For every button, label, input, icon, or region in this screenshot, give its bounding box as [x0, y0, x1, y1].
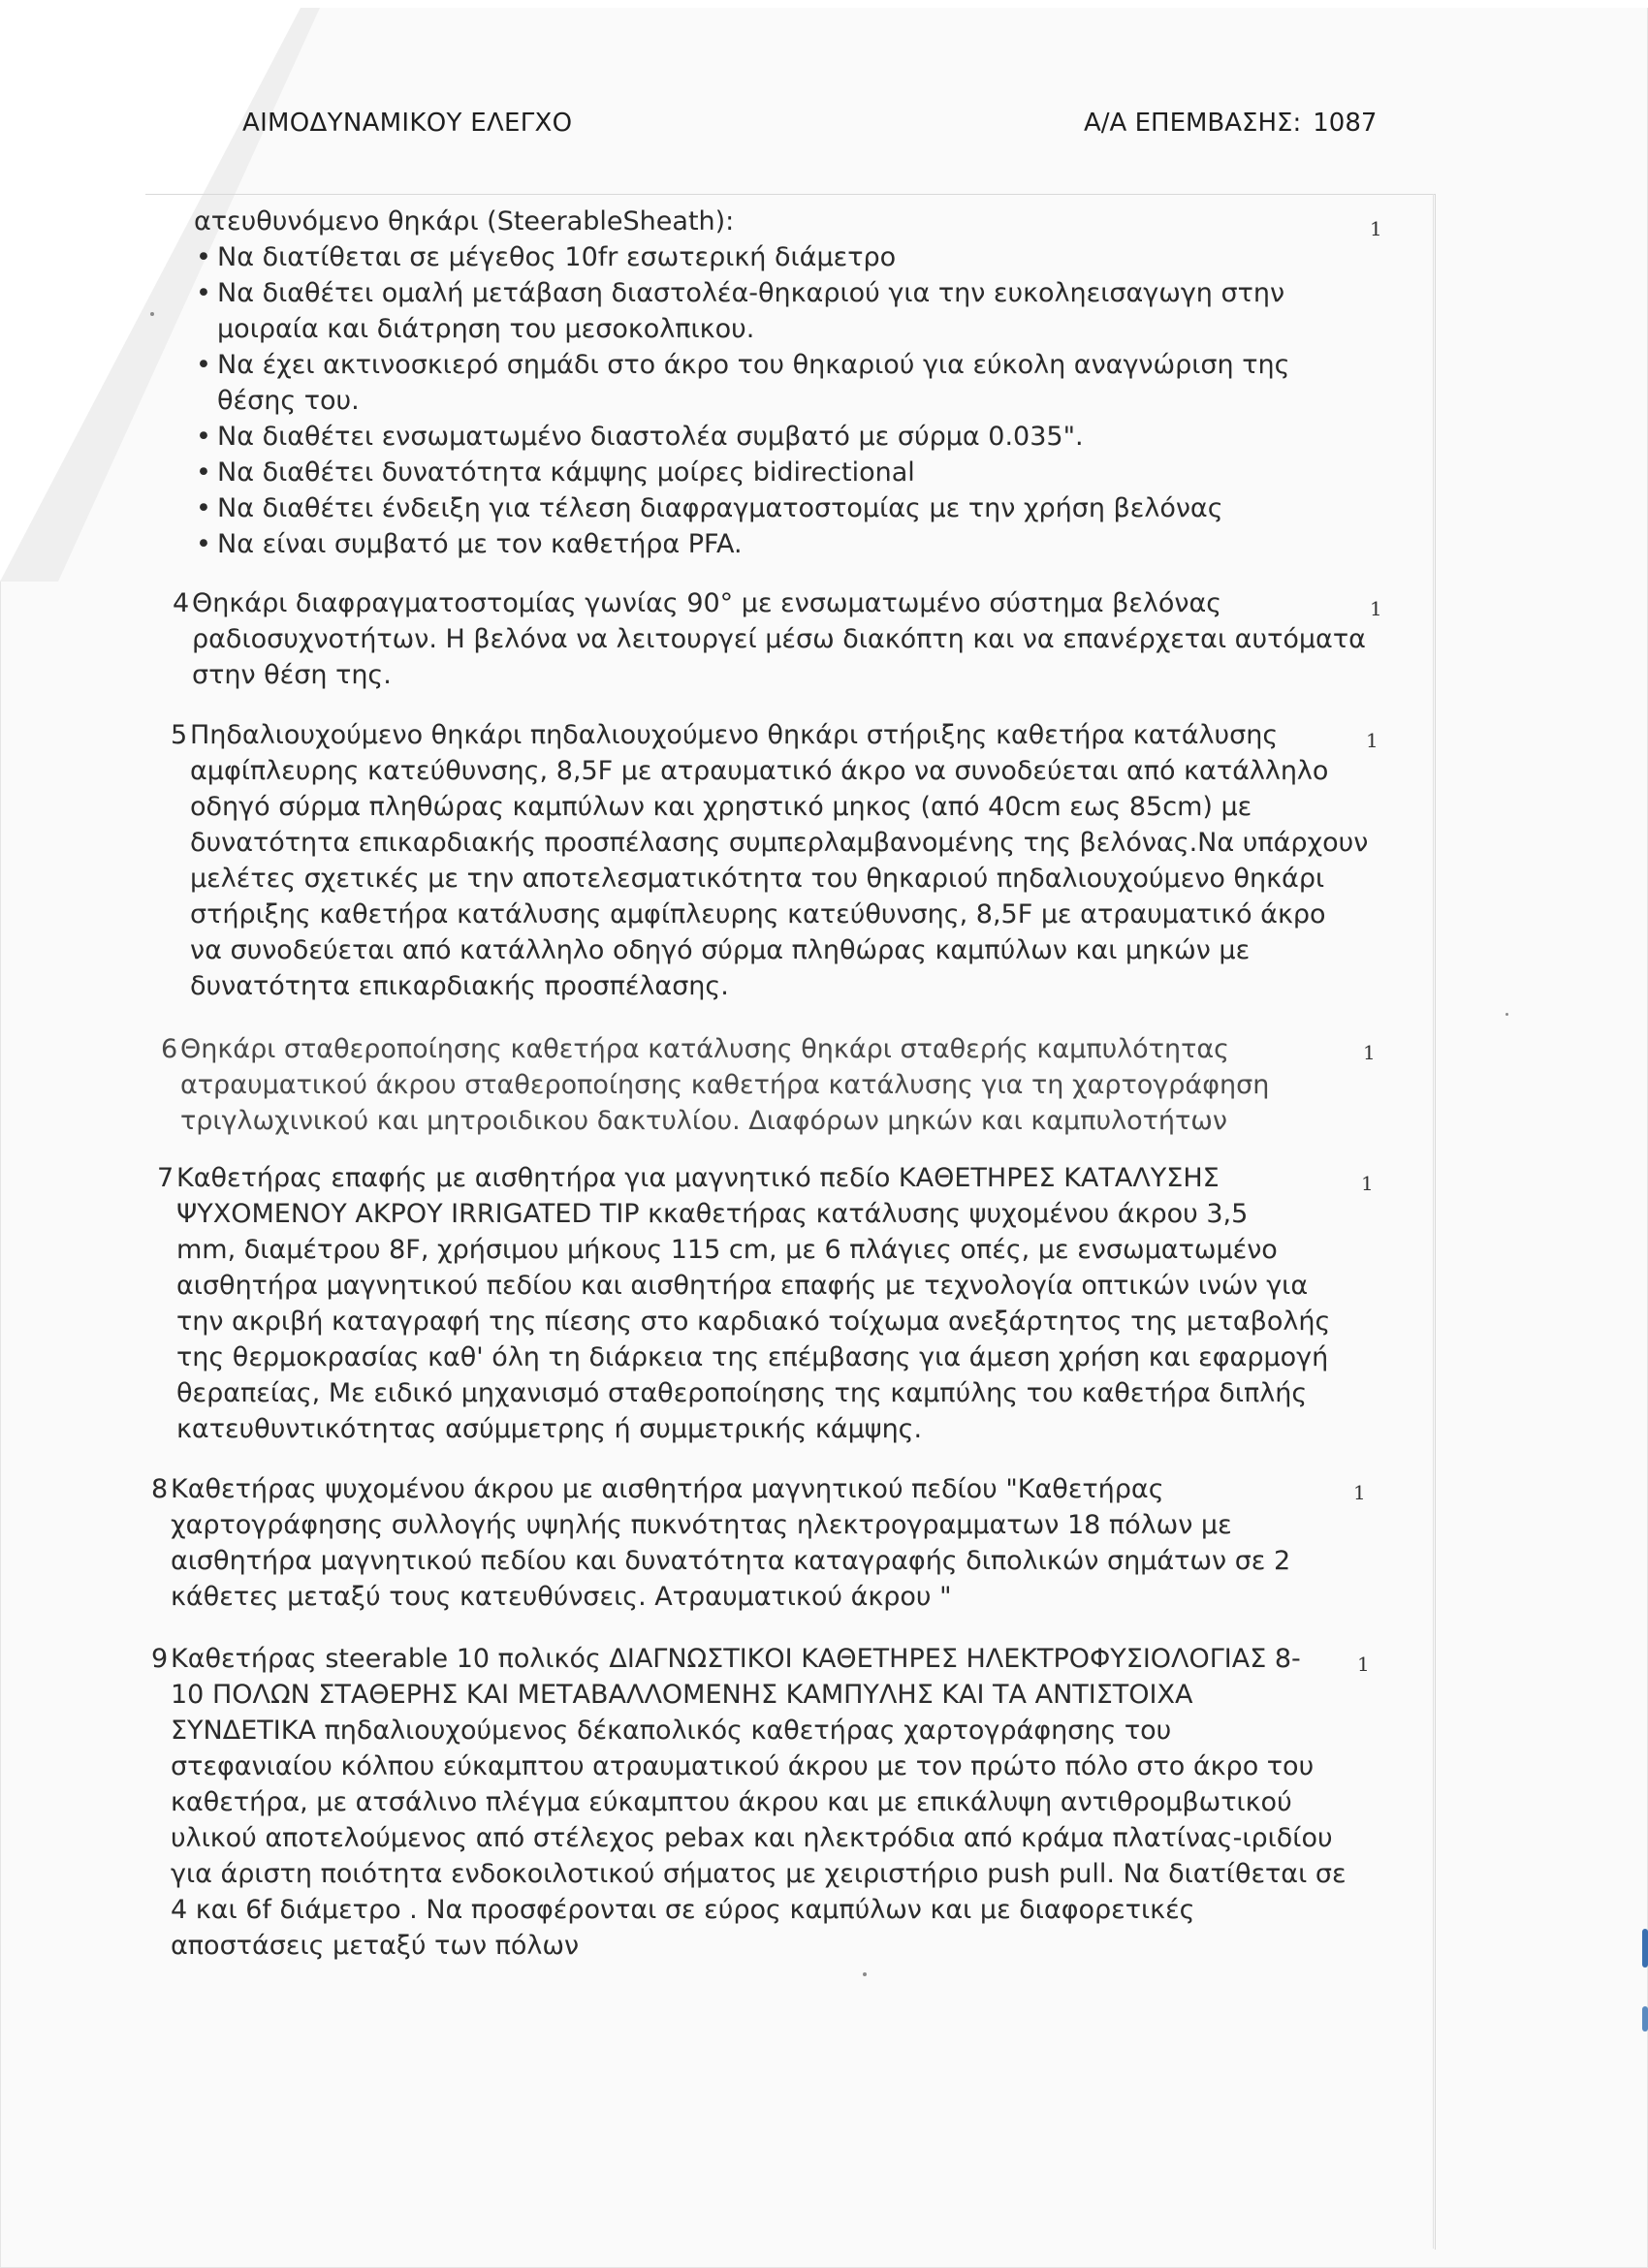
scan-speck — [863, 1972, 867, 1976]
item-line: τριγλωχινικού και μητροιδικου δακτυλίου. Διαφόρων μηκών και καμπυλοτήτων — [180, 1106, 1227, 1136]
scan-speck — [1505, 1013, 1508, 1016]
procedure-number-value: 1087 — [1313, 109, 1378, 138]
item-line: θεραπείας, Με ειδικό μηχανισμό σταθεροποίησης της καμπύλης του καθετήρα διπλής — [176, 1378, 1308, 1408]
item-line: αισθητήρα μαγνητικού πεδίου και αισθητήρα επαφής με τεχνολογία οπτικών ινών για — [176, 1271, 1309, 1301]
item-line: μελέτες σχετικές με την αποτελεσματικότητα του θηκαριού πηδαλιουχούμενο θηκάρι — [190, 864, 1325, 894]
item-line: Πηδαλιουχούμενο θηκάρι πηδαλιουχούμενο θηκάρι στήριξης καθετήρα κατάλυσης — [190, 720, 1279, 750]
item-line: Θηκάρι σταθεροποίησης καθετήρα κατάλυσης θηκάρι σταθερής καμπυλότητας — [180, 1034, 1229, 1064]
item-line: Καθετήρας επαφής με αισθητήρα για μαγνητικό πεδίο ΚΑΘΕΤΗΡΕΣ ΚΑΤΑΛΥΣΗΣ — [176, 1163, 1220, 1193]
item-line: ραδιοσυχνοτήτων. Η βελόνα να λειτουργεί μέσω διακόπτη και να επανέρχεται αυτόματα — [192, 624, 1366, 654]
item-quantity: 1 — [1366, 729, 1379, 752]
feature-item: • Να είναι συμβατό με τον καθετήρα PFA. — [194, 526, 1396, 562]
item-number: 6 — [161, 1034, 178, 1064]
feature-item: • Να διαθέτει δυνατότητα κάμψης μοίρες bidirectional — [194, 455, 1396, 490]
page-edge-mark — [1642, 2006, 1648, 2032]
item-line: κάθετες μεταξύ τους κατευθύνσεις. Ατραυματικού άκρου " — [171, 1582, 952, 1612]
item-line: 4 και 6f διάμετρο . Να προσφέρονται σε εύρος καμπύλων και με διαφορετικές — [171, 1895, 1195, 1925]
item-line: στήριξης καθετήρα κατάλυσης αμφίπλευρης κατεύθυνσης, 8,5F με ατραυματικό άκρο — [190, 899, 1326, 929]
document-title: ΑΙΜΟΔΥΝΑΜΙΚΟΥ ΕΛΕΓΧΟ — [242, 109, 573, 138]
item-quantity: 1 — [1370, 597, 1382, 620]
item-number: 9 — [151, 1644, 169, 1674]
item-number: 5 — [171, 720, 188, 750]
item-line: στην θέση της. — [192, 660, 392, 690]
item-line: mm, διαμέτρου 8F, χρήσιμου μήκους 115 cm, με 6 πλάγιες οπές, με ενσωματωμένο — [176, 1235, 1278, 1265]
item-quantity: 1 — [1353, 1481, 1366, 1504]
item-number: 8 — [151, 1474, 169, 1504]
page-edge-mark — [1642, 1929, 1648, 1968]
item-line: δυνατότητα επικαρδιακής προσπέλασης. — [190, 971, 729, 1001]
scan-speck — [150, 312, 154, 316]
item-line: στεφανιαίου κόλπου εύκαμπτου ατραυματικού άκρου με τον πρώτο πόλο στο άκρο του — [171, 1751, 1315, 1781]
item-line: χαρτογράφησης συλλογής υψηλής πυκνότητας ηλεκτρογραμματων 18 πόλων με — [171, 1510, 1232, 1540]
item-quantity: 1 — [1357, 1653, 1370, 1676]
item-line: αμφίπλευρης κατεύθυνσης, 8,5F με ατραυματικό άκρο να συνοδεύεται από κατάλληλο — [190, 756, 1329, 786]
spec-item-7 — [157, 1160, 1379, 1447]
spec-item-6 — [161, 1031, 1382, 1139]
procedure-number-label: Α/Α ΕΠΕΜΒΑΣΗΣ: — [1084, 109, 1302, 138]
spec-item-8 — [151, 1471, 1373, 1615]
item-line: για άριστη ποιότητα ενδοκοιλοτικού σήματος με χειριστήριο push pull. Να διατίθεται σε — [171, 1859, 1347, 1889]
item-line: κατευθυντικότητας ασύμμετρης ή συμμετρικής κάμψης. — [176, 1414, 923, 1444]
item-line: καθετήρα, με ατσάλινο πλέγμα εύκαμπτου άκρου και με επικάλυψη αντιθρομβωτικού — [171, 1787, 1292, 1817]
feature-item: • Να διαθέτει ομαλή μετάβαση διαστολέα-θηκαριού για την ευκοληεισαγωγη στην μοιραία και διάτρηση του μεσοκολπικου. — [194, 275, 1303, 347]
item-number: 4 — [173, 588, 190, 618]
item-line: ΣΥΝΔΕΤΙΚΑ πηδαλιουχούμενος δέκαπολικός καθετήρας χαρτογράφησης του — [171, 1716, 1172, 1746]
spec-item-5 — [171, 717, 1392, 1004]
item-line: Καθετήρας steerable 10 πολικός ΔΙΑΓΝΩΣΤΙΚΟΙ ΚΑΘΕΤΗΡΕΣ ΗΛΕΚΤΡΟΦΥΣΙΟΛΟΓΙΑΣ 8- — [171, 1644, 1301, 1674]
feature-list — [194, 239, 1396, 562]
item-line: ΨΥΧΟΜΕΝΟΥ ΑΚΡΟΥ IRRIGATED TIP κκαθετήρας κατάλυσης ψυχομένου άκρου 3,5 — [176, 1199, 1249, 1229]
item-heading: ατευθυνόμενο θηκάρι (SteerableSheath): — [194, 206, 735, 236]
item-number: 7 — [157, 1163, 174, 1193]
feature-item: • Να έχει ακτινοσκιερό σημάδι στο άκρο του θηκαριού για εύκολη αναγνώριση της θέσης του. — [194, 347, 1313, 419]
item-line: δυνατότητα επικαρδιακής προσπέλασης συμπερλαμβανομένης της βελόνας.Να υπάρχουν — [190, 828, 1369, 858]
item-quantity: 1 — [1363, 1041, 1376, 1064]
item-line: υλικού αποτελούμενος από στέλεχος pebax και ηλεκτρόδια από κράμα πλατίνας-ιριδίου — [171, 1823, 1333, 1853]
item-line: να συνοδεύεται από κατάλληλο οδηγό σύρμα πληθώρας καμπύλων και μηκών με — [190, 935, 1251, 965]
item-quantity: 1 — [1370, 217, 1382, 240]
procedure-number — [1084, 109, 1377, 138]
spec-item-9 — [151, 1641, 1373, 1964]
item-line: 10 ΠΟΛΩΝ ΣΤΑΘΕΡΗΣ ΚΑΙ ΜΕΤΑΒΑΛΛΟΜΕΝΗΣ ΚΑΜΠΥΛΗΣ ΚΑΙ ΤΑ ΑΝΤΙΣΤΟΙΧΑ — [171, 1680, 1193, 1710]
item-line: Θηκάρι διαφραγματοστομίας γωνίας 90° με ενσωματωμένο σύστημα βελόνας — [192, 588, 1222, 618]
item-line: αποστάσεις μεταξύ των πόλων — [171, 1931, 580, 1961]
feature-item: • Να διατίθεται σε μέγεθος 10fr εσωτερική διάμετρο — [194, 239, 1396, 275]
quantity-column-divider — [1433, 194, 1434, 2249]
spec-item-4 — [173, 585, 1394, 693]
spec-item-3 — [194, 204, 1396, 562]
item-line: αισθητήρα μαγνητικού πεδίου και δυνατότητα καταγραφής διπολικών σημάτων σε 2 — [171, 1546, 1291, 1576]
item-line: ατραυματικού άκρου σταθεροποίησης καθετήρα κατάλυσης για τη χαρτογράφηση — [180, 1070, 1270, 1100]
feature-item: • Να διαθέτει ενσωματωμένο διαστολέα συμβατό με σύρμα 0.035". — [194, 419, 1396, 455]
item-line: οδηγό σύρμα πληθώρας καμπύλων και χρηστικό μηκος (από 40cm εως 85cm) με — [190, 792, 1252, 822]
item-quantity: 1 — [1361, 1172, 1374, 1195]
item-line: την ακριβή καταγραφή της πίεσης στο καρδιακό τοίχωμα ανεξάρτητος της μεταβολής — [176, 1307, 1331, 1337]
item-line: Καθετήρας ψυχομένου άκρου με αισθητήρα μαγνητικού πεδίου "Καθετήρας — [171, 1474, 1164, 1504]
item-line: της θερμοκρασίας καθ' όλη τη διάρκεια της επέμβασης για άμεση χρήση και εφαρμογή — [176, 1342, 1329, 1372]
feature-item: • Να διαθέτει ένδειξη για τέλεση διαφραγματοστομίας με την χρήση βελόνας — [194, 490, 1396, 526]
